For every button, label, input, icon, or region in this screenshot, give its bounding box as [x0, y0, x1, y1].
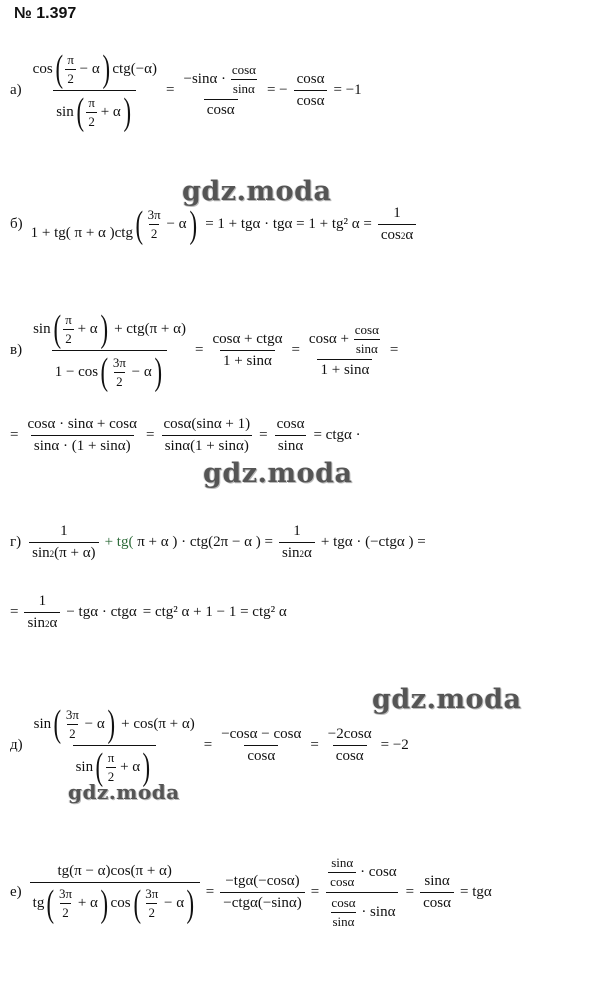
- e-result: = tgα: [460, 884, 492, 900]
- fraction-a-right: $\frac{\cos\alpha}{\cos\alpha}$: [294, 71, 328, 110]
- watermark-1: gdz.moda: [182, 176, 332, 207]
- watermark-4: gdz.moda: [68, 780, 180, 804]
- label-g: г): [10, 534, 22, 550]
- label-v: в): [10, 342, 23, 358]
- fraction-v-left: sin ( $\frac{\pi}{2}$ + α ) + ctg(π + α) 1 − cos ( $\frac{3\pi}{2}$ − α ): [33, 308, 186, 393]
- fraction-v2-a: $\frac{\cos\alpha \cdot \sin\alpha + \cos\alpha}{\sin\alpha \cdot (1 + \sin\alpha)}$: [27, 416, 137, 454]
- fraction-v-right: cosα + $\frac{\cos\alpha}{\sin\alpha}$ 1 + sinα: [308, 322, 379, 378]
- a-eq: = −: [266, 82, 288, 98]
- fraction-v2-b: $\frac{\cos\alpha(\sin\alpha + 1)}{\sin\alpha(1 + \sin\alpha)}$: [163, 416, 251, 454]
- fraction-d-mid: $\frac{-\cos\alpha - \cos\alpha}{\cos\alpha}$: [221, 726, 302, 764]
- fraction-a-left: cos ( $\frac{\pi}{2}$ − α ) ctg(−α) sin ( $\frac{\pi}{2}$ + α ): [32, 48, 158, 133]
- fraction-v-mid: cosα + ctgα 1 + sinα: [212, 331, 283, 369]
- label-a: а): [10, 82, 22, 98]
- g-result: = ctg² α + 1 − 1 = ctg² α: [142, 604, 287, 620]
- label-e: е): [10, 884, 22, 900]
- fraction-g2: 1 sin 2 α: [24, 593, 60, 632]
- item-b: б) 1 + tg( π + α )ctg ( $\frac{3\pi}{2}$ − α ) = 1 + tgα · tgα = 1 + tg² α = 1 cos 2 α: [10, 205, 416, 244]
- label-d: д): [10, 737, 23, 753]
- item-v-line1: в) sin ( $\frac{\pi}{2}$ + α ) + ctg(π + α) 1 − cos ( $\frac{3\pi}{2}$ − α ) = cosα + ctgα 1 + sinα = cosα + $\frac{\cos\alpha}{\sin\alpha}$ 1 + sinα =: [10, 308, 399, 393]
- fraction-e-right: $\frac{\sin\alpha}{\cos\alpha}$: [420, 873, 454, 912]
- fraction-g-mid: 1 sin 2 α: [279, 523, 315, 562]
- item-v-line2: = $\frac{\cos\alpha \cdot \sin\alpha + \cos\alpha}{\sin\alpha \cdot (1 + \sin\alpha)}$ = $\frac{\cos\alpha(\sin\alpha + 1)}{\sin\alpha(1 + \sin\alpha)}$ = $\frac{\cos\alpha}{\sin\alpha}$ = ctgα ·: [10, 416, 361, 454]
- fraction-a-mid: −sinα · $\frac{\cos\alpha}{\sin\alpha}$ cosα: [183, 62, 256, 118]
- fraction-d-left: sin ( $\frac{3\pi}{2}$ − α ) + cos(π + α) sin ( $\frac{\pi}{2}$ + α ): [33, 703, 195, 788]
- item-g-line2: = 1 sin 2 α − tgα · ctgα = ctg² α + 1 − 1 = ctg² α: [10, 593, 287, 631]
- fraction-e-mid: −tgα(−cosα) −ctgα(−sinα): [220, 873, 304, 912]
- item-a: а) cos ( $\frac{\pi}{2}$ − α ) ctg(−α) sin ( $\frac{\pi}{2}$ + α ) = −sinα · $\frac{\cos\alpha}{\sin\alpha}$ cosα = − $\frac{\cos\alpha}{\cos\alpha}$ = −1: [10, 48, 362, 133]
- d-result: = −2: [380, 737, 409, 753]
- item-e: е) tg(π − α)cos(π + α) tg ( $\frac{3\pi}{2}$ + α ) cos ( $\frac{3\pi}{2}$ − α ) = −tgα(−cosα) −ctgα(−sinα) = $\frac{\sin\alpha}{\cos\alpha}$ · cosα $\frac{\cos\alpha}{\sin\alpha}$ · sinα = $\frac{\sin\alpha}{\cos\alpha}$ = tgα: [10, 855, 492, 929]
- item-g-line1: г) 1 sin 2 (π + α) + tg( π + α ) · ctg(2π − α ) = 1 sin 2 α + tgα · (−ctgα ) =: [10, 523, 426, 561]
- watermark-2: gdz.moda: [203, 458, 353, 489]
- fraction-e-left: tg(π − α)cos(π + α) tg ( $\frac{3\pi}{2}$ + α ) cos ( $\frac{3\pi}{2}$ − α ): [30, 863, 200, 923]
- watermark-3: gdz.moda: [372, 684, 522, 715]
- label-b: б): [10, 216, 23, 232]
- fraction-g-left: 1 sin 2 (π + α): [29, 523, 98, 562]
- problem-title: № 1.397: [14, 5, 77, 22]
- fraction-e-nested: $\frac{\sin\alpha}{\cos\alpha}$ · cosα $\frac{\cos\alpha}{\sin\alpha}$ · sinα: [325, 855, 400, 930]
- item-d: д) sin ( $\frac{3\pi}{2}$ − α ) + cos(π + α) sin ( $\frac{\pi}{2}$ + α ) = $\frac{-\cos\alpha - \cos\alpha}{\cos\alpha}$ = $\frac{-2\cos\alpha}{\cos\alpha}$ = −2: [10, 703, 409, 788]
- a-result: = −1: [333, 82, 362, 98]
- v-tail: = ctgα ·: [313, 427, 361, 443]
- fraction-b-right: 1 cos 2 α: [378, 205, 416, 244]
- fraction-d-right: $\frac{-2\cos\alpha}{\cos\alpha}$: [327, 726, 372, 764]
- b-chain: = 1 + tgα · tgα = 1 + tg² α =: [205, 216, 372, 232]
- fraction-v2-c: $\frac{\cos\alpha}{\sin\alpha}$: [276, 416, 305, 454]
